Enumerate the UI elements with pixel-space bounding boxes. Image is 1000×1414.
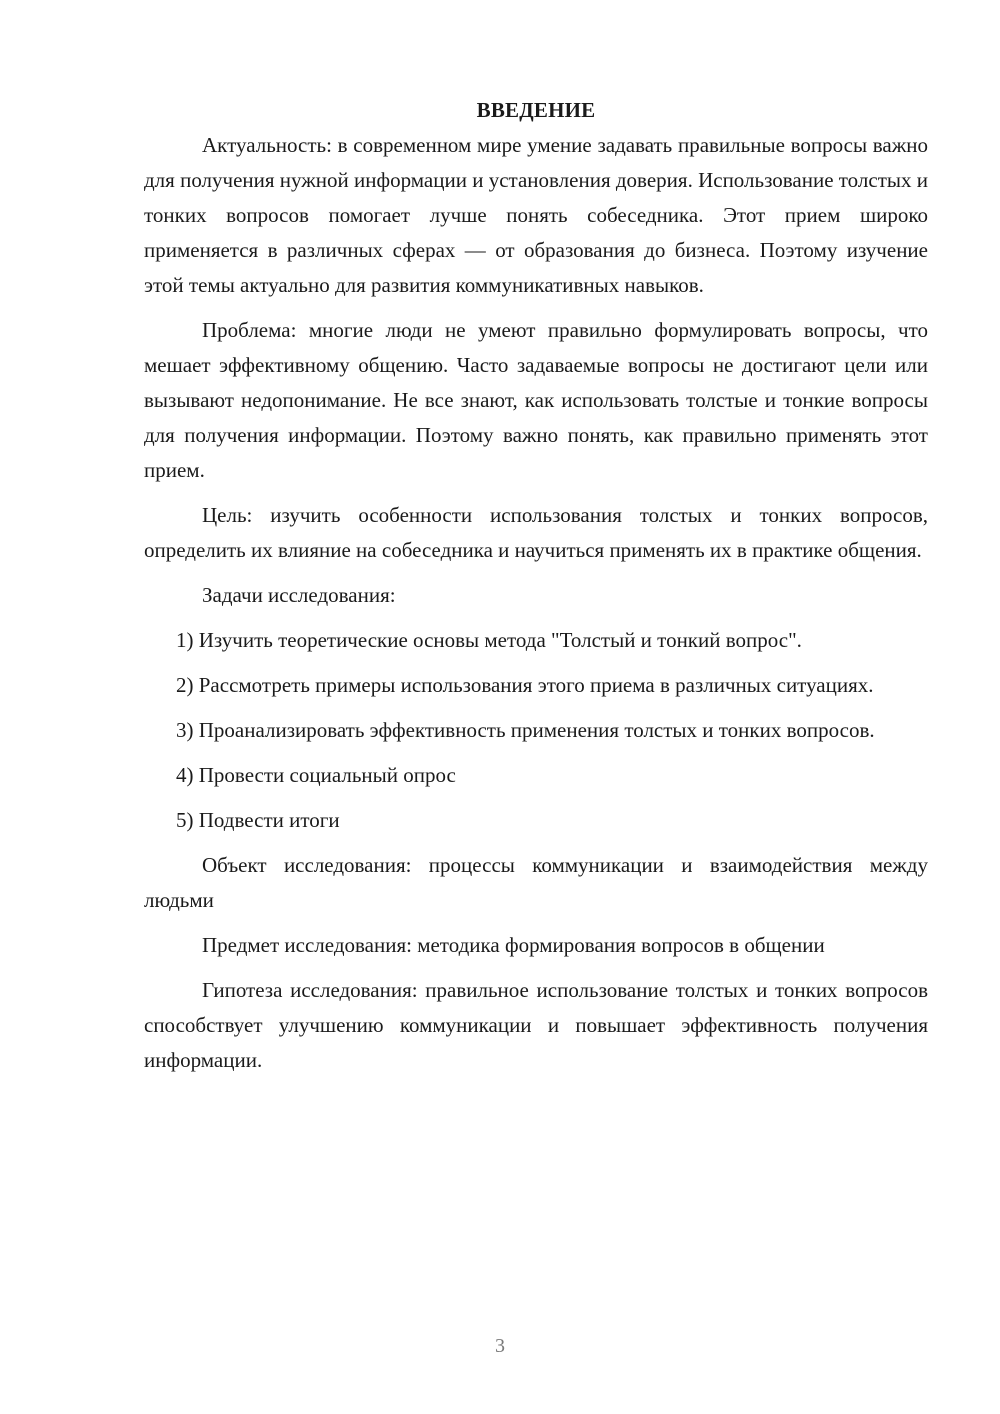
task-item-2: 2) Рассмотреть примеры использования этого приема в различных ситуациях. — [176, 673, 874, 697]
page-content — [144, 93, 928, 1078]
task-item-4: 4) Провести социальный опрос — [176, 763, 456, 787]
tasks-title: Задачи исследования: — [202, 583, 396, 607]
subject-paragraph: Предмет исследования: методика формирования вопросов в общении — [202, 933, 825, 957]
task-item-3: 3) Проанализировать эффективность применения толстых и тонких вопросов. — [176, 718, 875, 742]
goal-paragraph: Цель: изучить особенности использования толстых и тонких вопросов, определить их влияние на собеседника и научиться применять их в практике общения. — [144, 503, 928, 562]
page-number: 3 — [495, 1335, 505, 1357]
relevance-paragraph: Актуальность: в современном мире умение задавать правильные вопросы важно для получения нужной информации и установления доверия. Использование толстых и тонких вопросов помогает лучше понять собеседника. Этот прием широко применяется в различных сферах — от образования до бизнеса. Поэтому изучение этой темы актуально для развития коммуникативных навыков. — [144, 133, 928, 297]
section-heading: ВВЕДЕНИЕ — [476, 98, 596, 122]
hypothesis-paragraph: Гипотеза исследования: правильное использование толстых и тонких вопросов способствует улучшению коммуникации и повышает эффективность получения информации. — [144, 978, 928, 1072]
object-paragraph: Объект исследования: процессы коммуникации и взаимодействия между людьми — [144, 853, 928, 912]
problem-paragraph: Проблема: многие люди не умеют правильно формулировать вопросы, что мешает эффективному общению. Часто задаваемые вопросы не достигают цели или вызывают недопонимание. Не все знают, как использовать толстые и тонкие вопросы для получения информации. Поэтому важно понять, как правильно применять этот прием. — [144, 318, 928, 482]
task-item-1: 1) Изучить теоретические основы метода "Толстый и тонкий вопрос". — [176, 628, 802, 652]
task-item-5: 5) Подвести итоги — [176, 808, 340, 832]
